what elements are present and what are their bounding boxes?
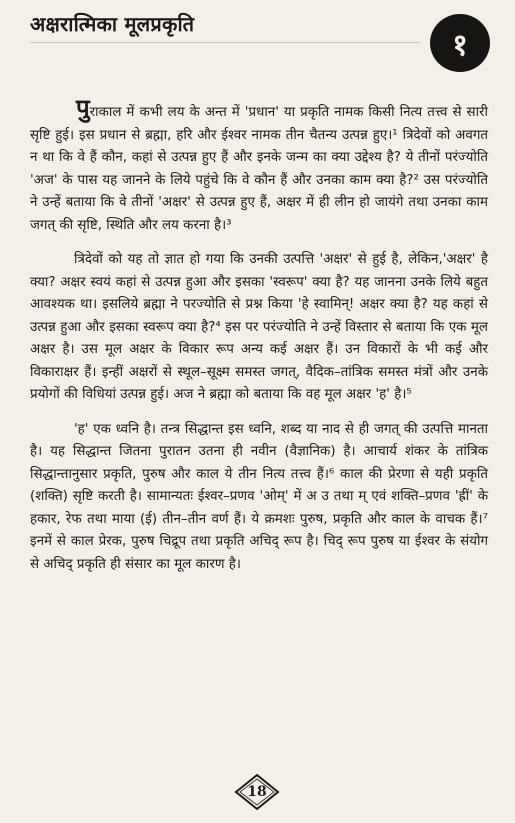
paragraph-1 xyxy=(30,94,488,237)
chapter-title: अक्षरात्मिका मूलप्रकृति xyxy=(30,12,195,36)
chapter-body xyxy=(30,94,488,588)
header-rule xyxy=(30,42,420,43)
paragraph-1-text: राकाल में कभी लय के अन्त में 'प्रधान' या प्रकृति नामक किसी नित्य तत्त्व से सारी सृष्टि हुई। इस प्रधान से ब्रह्मा, हरि और ईश्वर नामक तीन चैतन्य उत्पन्न हुए।¹ त्रिदेवों को अवगत न था कि वे हैं कौन, कहां से उत्पन्न हुए हैं और इनके जन्म का क्या उद्देश्य है? ये तीनों परंज्योति 'अज' के पास यह जानने के लिये पहुंचे कि वे कौन हैं और उनका काम क्या है?² उस परंज्योति ने उन्हें बताया कि वे तीनों 'अक्षर' से उत्पन्न हुए हैं, अक्षर में ही लीन हो जायंगे तथा उनका काम जगत् की सृष्टि, स्थिति और लय करना है।³ xyxy=(30,105,488,233)
page-number-ornament xyxy=(232,772,282,812)
page-number: 18 xyxy=(247,784,267,800)
paragraph-3: 'ह' एक ध्वनि है। तन्त्र सिद्धान्त इस ध्वनि, शब्द या नाद से ही जगत् की उत्पत्ति मानता है। यह सिद्धान्त जितना पुरातन उतना ही नवीन (वैज्ञानिक) है। आचार्य शंकर के तांत्रिक सिद्धान्तानुसार प्रकृति, पुरुष और काल ये तीन नित्य तत्त्व हैं।⁶ काल की प्रेरणा से यही प्रकृति (शक्ति) सृष्टि करती है। सामान्यतः ईश्वर–प्रणव 'ओम्' में अ उ तथा म् एवं शक्ति–प्रणव 'ह्रीं' के हकार, रेफ तथा माया (ई) तीन–तीन वर्ण हैं। ये क्रमशः पुरुष, प्रकृति और काल के वाचक हैं।⁷ इनमें से काल प्रेरक, पुरुष चिद्रूप तथा प्रकृति अचिद् रूप है। चिद् रूप पुरुष या ईश्वर के संयोग से अचिद् प्रकृति ही संसार का मूल कारण है। xyxy=(30,421,488,572)
chapter-number-badge: १ xyxy=(430,14,490,72)
drop-cap: पु xyxy=(76,94,90,122)
paragraph-2: त्रिदेवों को यह तो ज्ञात हो गया कि उनकी उत्पत्ति 'अक्षर' से हुई है, लेकिन,'अक्षर' है क्या? अक्षर स्वयं कहां से उत्पन्न हुआ और इसका 'स्वरूप' क्या है? यह जानना उनके लिये बहुत आवश्यक था। इसलिये ब्रह्मा ने परज्योति से प्रश्न किया 'हे स्वामिन्! अक्षर क्या है? यह कहां से उत्पन्न हुआ और इसका स्वरूप क्या है?⁴ इस पर परंज्योति ने उन्हें विस्तार से बताया कि एक मूल अक्षर है। उस मूल अक्षर के विकार रूप अन्य कई अक्षर हैं। उन विकारों के भी कई और विकाराक्षर हैं। इन्हीं अक्षरों से स्थूल–सूक्ष्म समस्त जगत्, वैदिक–तांत्रिक समस्त मंत्रों और उनके प्रयोगों की विधियां उत्पन्न हुई। अज ने ब्रह्मा को बताया कि वह मूल अक्षर 'ह' है।⁵ xyxy=(30,252,488,402)
